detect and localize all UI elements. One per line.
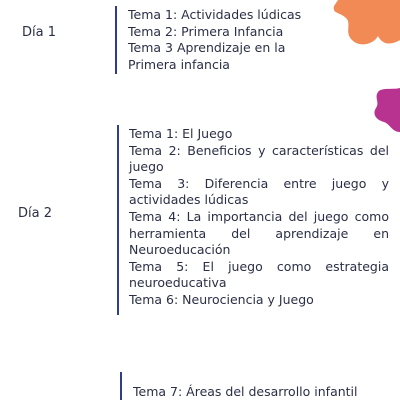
- day-1-divider: [115, 6, 117, 74]
- day-1-label: Día 1: [22, 25, 56, 40]
- topic-item: Tema 2: Beneficios y características del juego: [129, 142, 389, 175]
- topic-item: Tema 1: El Juego: [129, 126, 233, 141]
- puzzle-piece-orange-icon: [330, 0, 400, 48]
- day-2-label: Día 2: [18, 206, 52, 221]
- topic-item: Tema 5: El juego como estrategia neuroeducativa: [129, 258, 389, 291]
- topic-item: Tema 4: La importancia del juego como herramienta del aprendizaje en Neuroeducación: [129, 208, 389, 258]
- topic-item: Tema 1: Actividades lúdicas: [128, 7, 302, 22]
- topic-item: Tema 7: Áreas del desarrollo infantil: [133, 384, 358, 399]
- day-3-divider: [120, 372, 122, 400]
- day-1-topics: [128, 7, 328, 73]
- day-3-topics: [133, 384, 393, 401]
- day-2-divider: [117, 125, 119, 315]
- topic-item: Tema 2: Primera Infancia: [128, 23, 284, 39]
- topic-item: Tema 3: Diferencia entre juego y actividades lúdicas: [129, 175, 389, 208]
- topic-item: Tema 6: Neurociencia y Juego: [129, 291, 314, 307]
- day-2-topics: [129, 126, 389, 309]
- topic-item: Tema 3 Aprendizaje en la Primera infancia: [128, 40, 286, 72]
